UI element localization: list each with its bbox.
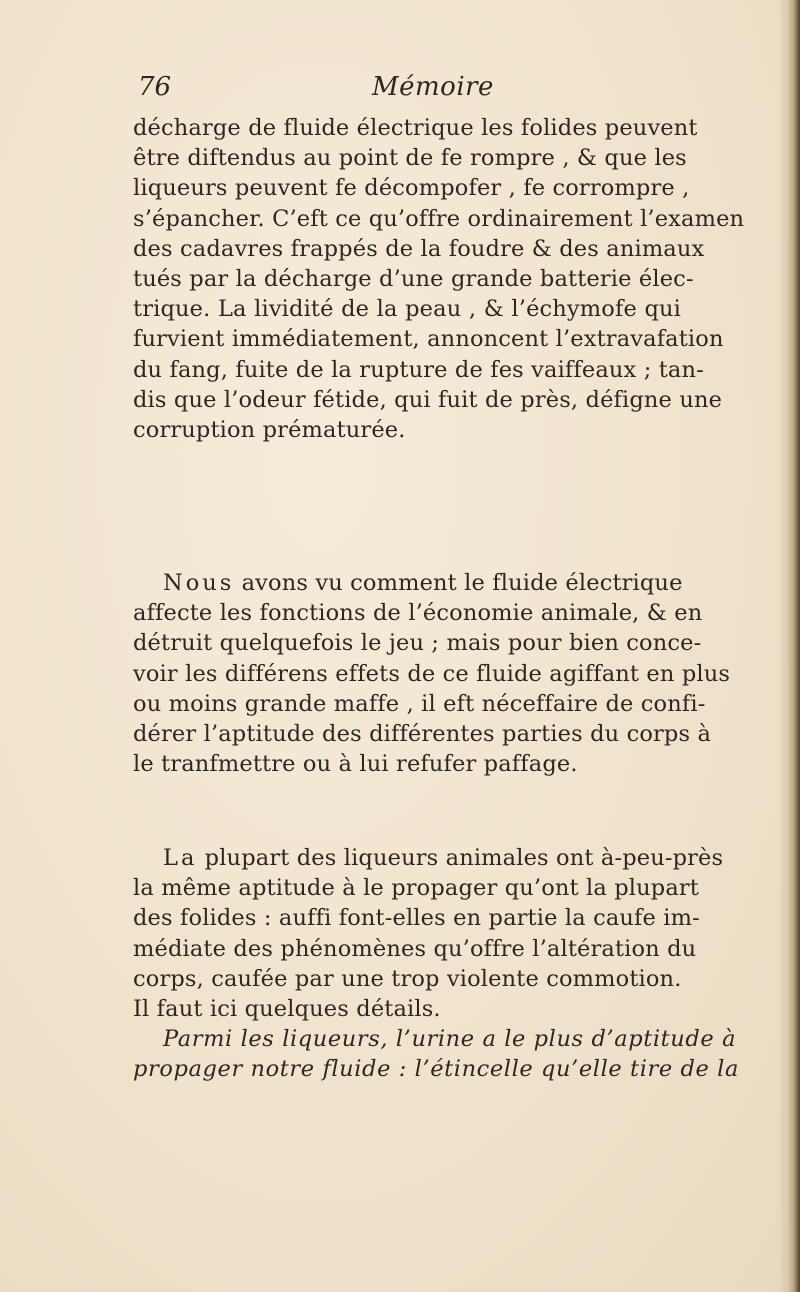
text-line: du fang, fuite de la rupture de fes vaiffeaux ; tan- xyxy=(133,356,704,383)
text-line-first xyxy=(133,843,724,873)
text-line: tués par la décharge d’une grande batterie élec- xyxy=(133,266,694,293)
text-line: la même aptitude à le propager qu’ont la plupart xyxy=(133,875,699,902)
italic-text-line: Parmi les liqueurs, l’urine a le plus d’aptitude à xyxy=(163,1026,737,1053)
text-line: dis que l’odeur fétide, qui fuit de près, défigne une xyxy=(133,386,723,413)
text-line: décharge de fluide électrique les folides peuvent xyxy=(133,115,698,141)
small-caps-lead: Nous xyxy=(163,570,235,596)
text-line: liqueurs peuvent fe décompofer , fe corrompre , xyxy=(133,175,690,202)
running-title: Mémoire xyxy=(372,72,494,102)
page-header xyxy=(132,72,672,112)
text-line: voir les différens effets de ce fluide agiffant en plus xyxy=(133,660,731,687)
paragraph-1 xyxy=(133,113,745,445)
text-line: être diftendus au point de fe rompre , & que les xyxy=(133,145,687,172)
page-edge xyxy=(786,0,800,1292)
text-line: affecte les fonctions de l’économie animale, & en xyxy=(133,600,703,627)
text-line: furvient immédiatement, annoncent l’extravafation xyxy=(133,326,724,353)
text-line: le tranfmettre ou à lui refufer paffage. xyxy=(133,751,578,778)
text-line: s’épancher. C’eft ce qu’offre ordinairement l’examen xyxy=(133,205,745,232)
text-line: détruit quelquefois le jeu ; mais pour bien conce- xyxy=(133,630,702,657)
italic-text-line: propager notre fluide : l’étincelle qu’elle tire de la xyxy=(133,1056,739,1083)
first-line-rest: avons vu comment le fluide électrique xyxy=(234,570,683,596)
first-line-rest: plupart des liqueurs animales ont à-peu-près xyxy=(197,845,724,871)
text-line: ou moins grande maffe , il eft néceffaire de confi- xyxy=(133,690,706,717)
page-number: 76 xyxy=(138,72,172,102)
text-line: trique. La lividité de la peau , & l’échymofe qui xyxy=(133,296,681,323)
paragraph-3 xyxy=(133,843,739,1085)
small-caps-lead: La xyxy=(163,845,198,871)
text-line: des folides : auffi font-elles en partie la caufe im- xyxy=(133,905,700,932)
text-line: corps, caufée par une trop violente commotion. xyxy=(133,965,682,992)
text-line-first xyxy=(133,568,681,598)
paragraph-2 xyxy=(133,568,731,779)
text-line: médiate des phénomènes qu’offre l’altération du xyxy=(133,935,697,962)
text-line: Il faut ici quelques détails. xyxy=(133,996,441,1023)
text-line: des cadavres frappés de la foudre & des animaux xyxy=(133,235,705,262)
text-line: corruption prématurée. xyxy=(133,417,406,444)
text-line: dérer l’aptitude des différentes parties du corps à xyxy=(133,721,712,748)
